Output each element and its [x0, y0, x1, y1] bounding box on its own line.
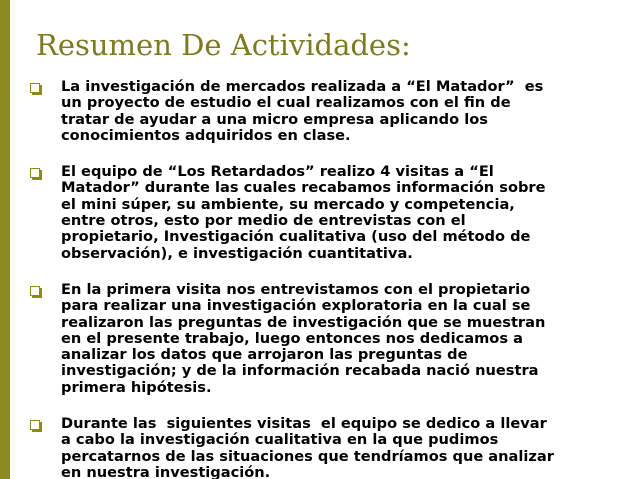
square-bullet-icon: [30, 168, 40, 178]
bullet-text: En la primera visita nos entrevistamos con el propietario para realizar una investigación exploratoria en la cual se realizaron las preguntas de investigación que se muestran en el presente trabajo, luego entonces nos dedicamos a analizar los datos que arrojaron las preguntas de investigación; y de la información recabada nació nuestra primera hipótesis.: [61, 280, 546, 396]
bullet-text: La investigación de mercados realizada a “El Matador” es un proyecto de estudio el cual realizamos con el fin de tratar de ayudar a una micro empresa aplicando los conocimientos adquiridos en clase.: [61, 78, 544, 144]
bullet-item: [28, 282, 626, 396]
bullet-item: [28, 416, 626, 479]
bullet-list: [28, 79, 626, 479]
square-bullet-icon: [30, 420, 40, 430]
bullet-item: [28, 79, 626, 144]
bullet-item: [28, 164, 626, 262]
slide-title: Resumen De Actividades:: [36, 28, 411, 62]
bullet-text: Durante las siguientes visitas el equipo se dedico a llevar a cabo la investigación cualitativa en la que pudimos percatarnos de las situaciones que tendríamos que analizar en nuestra investigación.: [61, 415, 554, 479]
square-bullet-icon: [30, 83, 40, 93]
left-accent-bar: [0, 0, 10, 479]
bullet-text: El equipo de “Los Retardados” realizo 4 visitas a “El Matador” durante las cuales recabamos información sobre el mini súper, su ambiente, su mercado y competencia, entre otros, esto por medio de entrevistas con el propietario, Investigación cualitativa (uso del método de observación), e investigación cuantitativa.: [61, 163, 546, 262]
square-bullet-icon: [30, 286, 40, 296]
